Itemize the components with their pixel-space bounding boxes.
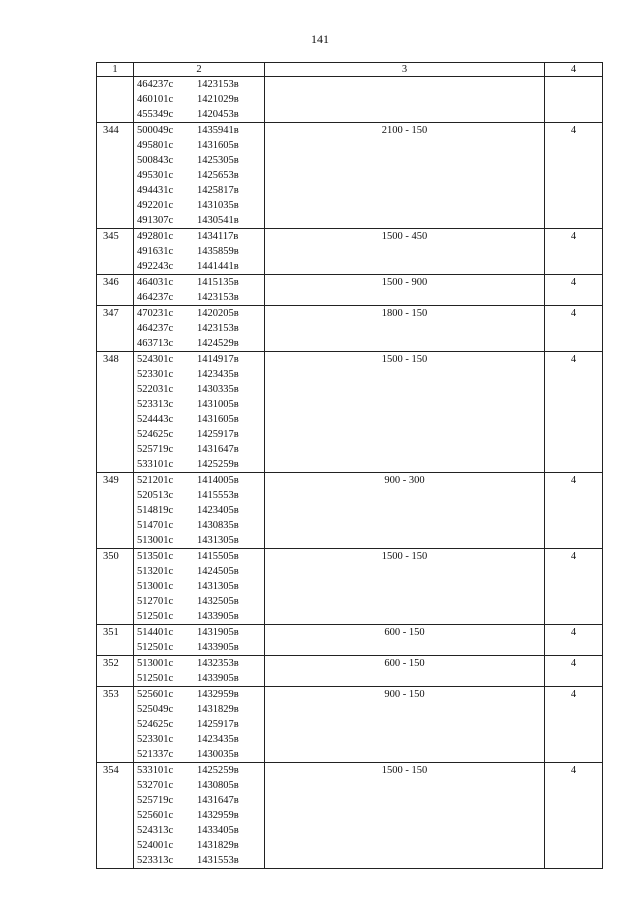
longitude: 1430541в — [197, 215, 239, 226]
table-row — [97, 275, 603, 306]
longitude: 1432959в — [197, 810, 239, 821]
row-number: 354 — [97, 763, 134, 869]
longitude: 1430035в — [197, 749, 239, 760]
coordinate-pair — [137, 457, 264, 472]
longitude: 1421029в — [197, 94, 239, 105]
row-number: 350 — [97, 549, 134, 625]
latitude: 513001с — [137, 535, 174, 546]
coordinates-cell — [134, 656, 265, 687]
latitude: 495801с — [137, 140, 174, 151]
longitude: 1424505в — [197, 566, 239, 577]
latitude: 460101с — [137, 94, 174, 105]
latitude: 464237с — [137, 323, 174, 334]
latitude: 523301с — [137, 369, 174, 380]
longitude: 1432959в — [197, 689, 239, 700]
column-4-value: 4 — [545, 352, 603, 473]
longitude: 1430835в — [197, 520, 239, 531]
latitude: 525601с — [137, 810, 174, 821]
longitude: 1423405в — [197, 505, 239, 516]
coordinate-pair — [137, 259, 264, 274]
longitude: 1425653в — [197, 170, 239, 181]
coordinate-pair — [137, 503, 264, 518]
coordinate-pair — [137, 640, 264, 655]
latitude: 470231с — [137, 308, 174, 319]
table-row — [97, 77, 603, 123]
coordinate-pair — [137, 473, 264, 488]
longitude: 1431829в — [197, 840, 239, 851]
latitude: 524301с — [137, 354, 174, 365]
latitude: 523301с — [137, 734, 174, 745]
longitude: 1425305в — [197, 155, 239, 166]
coordinate-pair — [137, 306, 264, 321]
coordinate-pair — [137, 367, 264, 382]
longitude: 1423153в — [197, 323, 239, 334]
coordinate-pair — [137, 763, 264, 778]
longitude: 1431605в — [197, 140, 239, 151]
header-col-3: 3 — [265, 63, 545, 77]
coordinate-pair — [137, 625, 264, 640]
longitude: 1431647в — [197, 444, 239, 455]
latitude: 514701с — [137, 520, 174, 531]
coordinate-pair — [137, 397, 264, 412]
row-number: 351 — [97, 625, 134, 656]
table-row — [97, 123, 603, 229]
latitude: 525601с — [137, 689, 174, 700]
latitude: 455349с — [137, 109, 174, 120]
longitude: 1425259в — [197, 459, 239, 470]
latitude: 513201с — [137, 566, 174, 577]
table-row — [97, 229, 603, 275]
coordinate-pair — [137, 609, 264, 624]
coordinates-cell — [134, 306, 265, 352]
longitude: 1420453в — [197, 109, 239, 120]
coordinate-pair — [137, 823, 264, 838]
longitude: 1431553в — [197, 855, 239, 866]
longitude: 1431005в — [197, 399, 239, 410]
row-number: 348 — [97, 352, 134, 473]
page-number: 141 — [311, 32, 329, 46]
height-range: 1500 - 900 — [265, 275, 545, 306]
longitude: 1431605в — [197, 414, 239, 425]
row-number: 353 — [97, 687, 134, 763]
latitude: 533101с — [137, 765, 174, 776]
height-range: 1800 - 150 — [265, 306, 545, 352]
header-col-4: 4 — [545, 63, 603, 77]
latitude: 491307с — [137, 215, 174, 226]
coordinates-cell — [134, 123, 265, 229]
coordinate-pair — [137, 290, 264, 305]
coordinate-pair — [137, 687, 264, 702]
coordinates-cell — [134, 352, 265, 473]
latitude: 525719с — [137, 795, 174, 806]
table-row — [97, 549, 603, 625]
coordinate-pair — [137, 168, 264, 183]
table-row — [97, 656, 603, 687]
coordinate-pair — [137, 336, 264, 351]
coordinate-pair — [137, 244, 264, 259]
coordinate-pair — [137, 183, 264, 198]
coordinate-pair — [137, 656, 264, 671]
row-number: 345 — [97, 229, 134, 275]
longitude: 1430805в — [197, 780, 239, 791]
header-col-2: 2 — [134, 63, 265, 77]
coordinate-pair — [137, 732, 264, 747]
coordinates-cell — [134, 77, 265, 123]
latitude: 491631с — [137, 246, 174, 257]
latitude: 525049с — [137, 704, 174, 715]
row-number: 347 — [97, 306, 134, 352]
latitude: 524625с — [137, 719, 174, 730]
column-4-value: 4 — [545, 763, 603, 869]
coordinate-pair — [137, 321, 264, 336]
coordinate-pair — [137, 838, 264, 853]
coordinate-pair — [137, 793, 264, 808]
column-4-value: 4 — [545, 549, 603, 625]
coordinate-pair — [137, 107, 264, 122]
longitude: 1431305в — [197, 581, 239, 592]
row-number: 346 — [97, 275, 134, 306]
column-4-value: 4 — [545, 275, 603, 306]
row-number — [97, 77, 134, 123]
row-number: 344 — [97, 123, 134, 229]
latitude: 463713с — [137, 338, 174, 349]
latitude: 532701с — [137, 780, 174, 791]
coordinates-cell — [134, 229, 265, 275]
longitude: 1433405в — [197, 825, 239, 836]
latitude: 464237с — [137, 292, 174, 303]
coordinate-pair — [137, 229, 264, 244]
height-range: 2100 - 150 — [265, 123, 545, 229]
coordinates-cell — [134, 473, 265, 549]
longitude: 1423153в — [197, 292, 239, 303]
coordinate-pair — [137, 778, 264, 793]
header-row — [97, 63, 603, 77]
longitude: 1433905в — [197, 642, 239, 653]
column-4-value: 4 — [545, 229, 603, 275]
longitude: 1424529в — [197, 338, 239, 349]
height-range: 900 - 300 — [265, 473, 545, 549]
height-range: 1500 - 150 — [265, 763, 545, 869]
longitude: 1414917в — [197, 354, 239, 365]
coordinate-pair — [137, 92, 264, 107]
longitude: 1425259в — [197, 765, 239, 776]
longitude: 1423435в — [197, 734, 239, 745]
latitude: 500049с — [137, 125, 174, 136]
latitude: 512501с — [137, 611, 174, 622]
latitude: 512701с — [137, 596, 174, 607]
latitude: 512501с — [137, 642, 174, 653]
longitude: 1415505в — [197, 551, 239, 562]
latitude: 513001с — [137, 581, 174, 592]
height-range: 600 - 150 — [265, 656, 545, 687]
coordinate-pair — [137, 275, 264, 290]
latitude: 524313с — [137, 825, 174, 836]
latitude: 520513с — [137, 490, 174, 501]
latitude: 492243с — [137, 261, 174, 272]
coordinates-cell — [134, 763, 265, 869]
coordinate-pair — [137, 442, 264, 457]
coordinate-pair — [137, 702, 264, 717]
coordinates-cell — [134, 625, 265, 656]
table-row — [97, 306, 603, 352]
latitude: 500843с — [137, 155, 174, 166]
coordinate-pair — [137, 382, 264, 397]
coordinate-pair — [137, 808, 264, 823]
latitude: 521337с — [137, 749, 174, 760]
latitude: 521201с — [137, 475, 174, 486]
longitude: 1430335в — [197, 384, 239, 395]
table-row — [97, 687, 603, 763]
latitude: 512501с — [137, 673, 174, 684]
latitude: 513001с — [137, 658, 174, 669]
coordinate-pair — [137, 213, 264, 228]
height-range: 600 - 150 — [265, 625, 545, 656]
latitude: 524443с — [137, 414, 174, 425]
column-4-value: 4 — [545, 123, 603, 229]
table-row — [97, 625, 603, 656]
latitude: 522031с — [137, 384, 174, 395]
coordinate-pair — [137, 123, 264, 138]
longitude: 1414005в — [197, 475, 239, 486]
coordinate-pair — [137, 138, 264, 153]
longitude: 1435859в — [197, 246, 239, 257]
coordinates-cell — [134, 549, 265, 625]
longitude: 1441441в — [197, 261, 239, 272]
longitude: 1433905в — [197, 611, 239, 622]
height-range: 1500 - 150 — [265, 352, 545, 473]
row-number: 352 — [97, 656, 134, 687]
coordinate-pair — [137, 427, 264, 442]
coordinate-pair — [137, 412, 264, 427]
longitude: 1425917в — [197, 429, 239, 440]
column-4-value: 4 — [545, 656, 603, 687]
longitude: 1432353в — [197, 658, 239, 669]
longitude: 1423435в — [197, 369, 239, 380]
longitude: 1415135в — [197, 277, 239, 288]
coordinate-pair — [137, 518, 264, 533]
latitude: 494431с — [137, 185, 174, 196]
coordinate-pair — [137, 352, 264, 367]
table-row — [97, 763, 603, 869]
coordinate-pair — [137, 671, 264, 686]
longitude: 1431305в — [197, 535, 239, 546]
latitude: 524001с — [137, 840, 174, 851]
latitude: 533101с — [137, 459, 174, 470]
column-4-value: 4 — [545, 625, 603, 656]
coordinate-pair — [137, 564, 264, 579]
coordinate-pair — [137, 853, 264, 868]
latitude: 514819с — [137, 505, 174, 516]
coordinate-pair — [137, 747, 264, 762]
longitude: 1431647в — [197, 795, 239, 806]
coordinate-pair — [137, 488, 264, 503]
coordinates-cell — [134, 687, 265, 763]
table-row — [97, 473, 603, 549]
latitude: 524625с — [137, 429, 174, 440]
latitude: 495301с — [137, 170, 174, 181]
coordinate-pair — [137, 198, 264, 213]
longitude: 1431905в — [197, 627, 239, 638]
latitude: 492801с — [137, 231, 174, 242]
longitude: 1435941в — [197, 125, 239, 136]
coordinates-cell — [134, 275, 265, 306]
height-range: 900 - 150 — [265, 687, 545, 763]
height-range: 1500 - 450 — [265, 229, 545, 275]
coordinates-table — [96, 62, 603, 869]
coordinate-pair — [137, 153, 264, 168]
latitude: 525719с — [137, 444, 174, 455]
longitude: 1431829в — [197, 704, 239, 715]
latitude: 523313с — [137, 399, 174, 410]
column-4-value — [545, 77, 603, 123]
row-number: 349 — [97, 473, 134, 549]
longitude: 1415553в — [197, 490, 239, 501]
latitude: 492201с — [137, 200, 174, 211]
latitude: 523313с — [137, 855, 174, 866]
latitude: 464031с — [137, 277, 174, 288]
table-row — [97, 352, 603, 473]
latitude: 464237с — [137, 79, 174, 90]
coordinate-pair — [137, 594, 264, 609]
longitude: 1431035в — [197, 200, 239, 211]
column-4-value: 4 — [545, 687, 603, 763]
header-col-1: 1 — [97, 63, 134, 77]
column-4-value: 4 — [545, 306, 603, 352]
longitude: 1434117в — [197, 231, 239, 242]
height-range — [265, 77, 545, 123]
longitude: 1433905в — [197, 673, 239, 684]
coordinate-pair — [137, 717, 264, 732]
coordinate-pair — [137, 579, 264, 594]
coordinate-pair — [137, 533, 264, 548]
longitude: 1425817в — [197, 185, 239, 196]
longitude: 1420205в — [197, 308, 239, 319]
coordinate-pair — [137, 77, 264, 92]
column-4-value: 4 — [545, 473, 603, 549]
longitude: 1423153в — [197, 79, 239, 90]
table-body — [97, 77, 603, 869]
latitude: 513501с — [137, 551, 174, 562]
latitude: 514401с — [137, 627, 174, 638]
longitude: 1432505в — [197, 596, 239, 607]
longitude: 1425917в — [197, 719, 239, 730]
coordinate-pair — [137, 549, 264, 564]
height-range: 1500 - 150 — [265, 549, 545, 625]
